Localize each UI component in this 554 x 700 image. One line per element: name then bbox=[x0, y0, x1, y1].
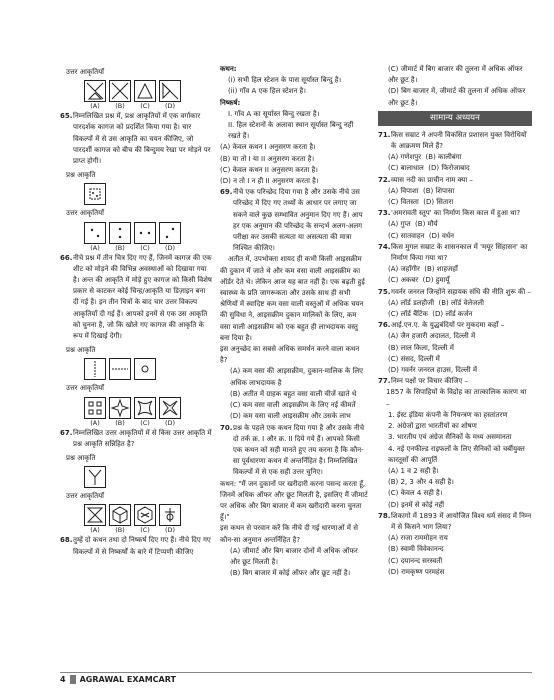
figure-d bbox=[159, 80, 181, 102]
option: (A) विपाशा (B) शिपासा bbox=[388, 186, 455, 195]
question-65: 65. निम्नलिखित प्रश्न में, प्रश्न आकृतियों में एक वर्गाकार पारदर्शक कागज को प्रदर्शित किया गया है। चार विकल्पों में से उस आकृति का चयन कीजिए, जो पारदर्शी कागज को बीच की बिन्दुमय रेखा पर मोड़ने पर प्राप्त होगी। bbox=[60, 112, 211, 166]
conclusions-heading: निष्कर्ष: bbox=[220, 98, 241, 107]
question-78: 78. शिकागो में 1893 में आयोजित विश्व धर्म संसद में निम्न में से किसने भाग लिया? bbox=[378, 511, 532, 531]
answer-figures-label: उत्तर आकृतियाँ bbox=[66, 68, 104, 76]
question-75: 75. गवर्नर जनरल जिन्होंने सहायक संधि की नीति शुरू की – bbox=[378, 287, 531, 296]
question-72: 72. व्यास नदी का प्राचीन नाम क्या – bbox=[378, 175, 473, 184]
option: (C) सातवाहन (D) वर्धन bbox=[388, 231, 455, 240]
option: (A) गुप्त (B) मौर्य bbox=[388, 220, 438, 229]
option: (A) केवल कथन I अनुसरण करता है। bbox=[220, 143, 316, 152]
question-73: 73. 'अमरावती स्तूप' का निर्माण किस काल में हुआ था? bbox=[378, 209, 521, 218]
section-title: सामान्य अध्ययन bbox=[378, 111, 532, 126]
figure-b bbox=[109, 504, 131, 526]
list-item: 1. ईस्ट इंडिया कंपनी के नियन्त्रण का हस्तांतरण bbox=[388, 410, 508, 419]
option: (D) रामकृष्ण परमहंस bbox=[388, 567, 445, 576]
option: (C) केवल 4 सही है। bbox=[388, 489, 443, 498]
option: (A) कम वसा की आइसक्रीम, दुकान-मालिक के लिए अधिक लाभदायक है bbox=[230, 367, 363, 387]
statement-1: (i) सभी हिल स्टेशन के पास सूर्यास्त बिन्दु है। bbox=[228, 76, 342, 85]
q65-answer-figures bbox=[84, 222, 212, 244]
answer-figures-label: उत्तर आकृतियाँ bbox=[66, 492, 104, 501]
q69-passage: अतीत में, उपभोक्ता शायद ही कभी किसी आइसक्रीम की दुकान में जाते थे और कम वसा वाली आइसक्रीम का ऑर्डर देते थे। लेकिन आज यह बात नहीं है। एक बढ़ती हुई स्वास्थ्य के प्रति जागरूकता और उसके साथ ही सभी श्रेणियों में स्वादिष्ट कम वसा वाली वस्तुओं में अधिक चयन की सुविधा ने, आइसक्रीम दुकान मालिकों के लिए, कम वसा वाली आइसक्रीम को एक बहुत ही लाभदायक वस्तु बना दिया है। bbox=[220, 255, 365, 342]
list-item: 3. भारतीय एवं अंग्रेज सैनिकों के मध्य असमानता bbox=[388, 433, 512, 442]
option: (C) संसद, दिल्ली में bbox=[388, 354, 440, 363]
figure-d bbox=[159, 222, 181, 244]
option: (C) कम वसा वाली आइसक्रीम के लिए नई कीमतें bbox=[230, 401, 356, 410]
option: (A) लॉर्ड डलहौजी (B) लॉर्ड वेलेजली bbox=[388, 298, 484, 307]
option: (A) गणेशपुर (B) कालीबंगा bbox=[388, 153, 462, 162]
figure-a bbox=[84, 80, 106, 102]
question-74: 74. किस मुगल सम्राट के शासनकाल में 'मयूर सिंहासन' का निर्माण किया गया था? bbox=[378, 242, 528, 263]
figure-b bbox=[109, 80, 131, 102]
page-footer bbox=[60, 672, 532, 687]
question-76: 76. आई.एन.ए. के युद्धबंदियों पर मुकदमा कहाँ – bbox=[378, 321, 505, 330]
figure-q bbox=[84, 466, 106, 488]
option: (C) केवल कथन II अनुसरण करता है। bbox=[220, 165, 318, 174]
divider-bar bbox=[70, 675, 76, 684]
list-item: 2. अंग्रेजों द्वारा भारतीयों का शोषण bbox=[388, 422, 477, 431]
figure-q2 bbox=[109, 358, 131, 380]
figure-c bbox=[134, 80, 156, 102]
option: (D) कम वसा वाली आइसक्रीम और उसके लाभ bbox=[230, 412, 351, 421]
option: (D) न तो I न ही II अनुसरण करता है। bbox=[220, 177, 319, 186]
conclusion-1: I. गाँव A का सूर्यास्त बिन्दु रखता है। bbox=[228, 109, 320, 118]
question-figure-label: प्रश्न आकृति bbox=[66, 346, 96, 355]
q69-question: इस अनुच्छेद का सबसे अधिक समर्थन करने वाला कथन है? bbox=[220, 345, 360, 365]
option: (A) 1 व 2 सही है। bbox=[388, 466, 439, 475]
option: (C) वितस्ता (D) सितारा bbox=[388, 198, 454, 207]
option-letters: (A) (B) (C) (D) bbox=[90, 526, 176, 535]
option: (A) जीमार्ट और बिग बाजार दोनों में अधिक ऑफर और छूट मिलती है। bbox=[230, 546, 358, 566]
question-figure-label: प्रश्न आकृति bbox=[66, 171, 96, 180]
question-figure-label: प्रश्न आकृति bbox=[66, 454, 96, 463]
option: (C) बालाधाल (D) फिरोजाबाद bbox=[388, 164, 470, 173]
answer-figures-label: उत्तर आकृतियाँ bbox=[66, 384, 104, 393]
option: (D) इनमें से कोई नहीं bbox=[388, 500, 445, 509]
answer-figures-label: उत्तर आकृतियाँ bbox=[66, 209, 104, 218]
figure-b bbox=[109, 397, 131, 419]
option: (B) या तो I या II अनुसरण करता है। bbox=[220, 154, 315, 163]
page-number: 4 bbox=[60, 675, 66, 684]
figure-c bbox=[134, 397, 156, 419]
q67-question-figure bbox=[84, 466, 212, 488]
option: (B) बिग बाजार में कोई ऑफर और छूट नहीं है। bbox=[230, 569, 351, 578]
option: (C) दयानन्द सरस्वती bbox=[388, 556, 443, 565]
question-77: 77. निम्न पक्षों पर विचार कीजिए – bbox=[378, 377, 469, 386]
option: (C) अकबर (D) हुमायूँ bbox=[388, 276, 450, 285]
q67-answer-figures bbox=[84, 504, 212, 526]
column-3 bbox=[378, 64, 532, 578]
question-69: 69. नीचे एक परिच्छेद दिया गया है और उसके नीचे उस परिच्छेद में दिए गए तथ्यों के आधार पर लगाए जा सकने वाले कुछ सम्भावित अनुमान दिए गए हैं। आप हर एक अनुमान की परिच्छेद के सन्दर्भ अलग-अलग परीक्षा कर उसकी सत्यता या असत्यता की मात्रा निश्चित कीजिए। bbox=[220, 188, 363, 253]
column-1 bbox=[60, 64, 212, 558]
figure-d bbox=[159, 504, 181, 526]
column-2 bbox=[220, 64, 368, 579]
option: (A) राजा राममोहन राय bbox=[388, 534, 448, 543]
figure-q bbox=[84, 183, 106, 205]
option: (B) स्वामी विवेकानन्द bbox=[388, 545, 444, 554]
figure-a bbox=[84, 397, 106, 419]
brand-logo: AGRAWAL EXAMCART bbox=[79, 675, 176, 684]
option-letters: (A) (B) (C) (D) bbox=[90, 243, 176, 252]
list-item: 4. नई एनफील्ड राइफलों के लिए सैनिकों को चर्बीयुक्त कारतूसों की आपूर्ति bbox=[388, 444, 525, 464]
option: (B) 2, 3 और 4 सही है। bbox=[388, 478, 454, 487]
option-letters: (A) (B) (C) (D) bbox=[90, 418, 176, 427]
q70-statement: कथन: "मैं जन दुकानों पर खरीदारी करना पसन्द करता हूँ, जिनमें अधिक ऑफर और छूट मिलती है, इसलिए मैं जीमार्ट पर अधिक और बिग बाजार में कम खरीदारी करना चुनता हूँ।" bbox=[220, 479, 368, 522]
question-67: 67. निम्नलिखित उत्तर आकृतियों में से किस उत्तर आकृति में प्रश्न आकृति सन्निहित है? bbox=[60, 428, 212, 448]
option: (D) गवर्नर जनरल हाउस, दिल्ली में bbox=[388, 366, 478, 375]
figure-a bbox=[84, 222, 106, 244]
figure-c bbox=[134, 222, 156, 244]
question-70: 70. प्रश्न के पहले एक कथन दिया गया है और उसके नीचे दो तर्क क्र. I और क्र. II दिये गये हैं। आपको किसी एक कथन को सही मानते हुए तय करना है कि कौन-सा पूर्वधारणा कथन में अन्तर्निहित है। निम्नलिखित विकल्पों में से एक सही उत्तर चुनिए। bbox=[220, 423, 365, 477]
q64-answer-figures bbox=[84, 80, 212, 102]
figure-q3 bbox=[134, 358, 156, 380]
statement-2: (ii) गाँव A एक हिल स्टेशन है। bbox=[228, 87, 306, 96]
option-letters: (A) (B) (C) (D) bbox=[90, 102, 176, 111]
q66-answer-figures bbox=[84, 397, 212, 419]
question-66: 66. नीचे प्रश्न में तीन चित्र दिए गए हैं, जिनमें कागज की एक शीट को मोड़ने की विभिन्न अवस्थाओं को दिखाया गया है। अन्त की आकृति में मोड़े हुए कागज को किसी विशेष प्रकार से काटकर कोई चिन्ह/आकृति या डिज़ाइन बना दी गई है। इन तीन चित्रों के बाद चार उत्तर विकल्प आकृतियाँ दी गई हैं। आपको इनमें से एक उस आकृति को चुनना है, जो कि खोले गए कागज की आकृति के रूप में दिखाई देगी। bbox=[60, 253, 212, 341]
q70-question: इस कथन से परवान करें कि नीचे दी गई धारणाओं में से कौन-सा अनुमान अन्तर्निहित है? bbox=[220, 524, 358, 544]
q66-question-figures bbox=[84, 358, 212, 380]
question-71: 71. किस सम्राट ने अपनी विकसित प्रशासन युक्त विरोधियों के आक्रमण मिले हैं? bbox=[378, 130, 527, 151]
statements-heading: कथन: bbox=[220, 65, 237, 73]
option: (A) जैन हजारी अदालत, दिल्ली में bbox=[388, 332, 476, 341]
option: (B) अतीत में ग्राहक बहुत वसा वाली चीजें खाते थे bbox=[230, 389, 357, 398]
figure-a bbox=[84, 504, 106, 526]
option: (C) जीमार्ट में बिग बाजार की तुलना में अधिक ऑफर और छूट है। bbox=[388, 65, 523, 85]
figure-q1 bbox=[84, 358, 106, 380]
option: (A) जहाँगीर (B) शाहजहाँ bbox=[388, 265, 458, 274]
figure-b bbox=[109, 222, 131, 244]
option: (C) लॉर्ड बैंटिंक (D) लॉर्ड कर्जन bbox=[388, 310, 473, 319]
question-68: 68. तुम्हें दो कथन तथा दो निष्कर्ष दिए गए हैं। नीचे दिए गए विकल्पों में से निष्कर्षों के बारे में टिप्पणी कीजिए bbox=[60, 536, 211, 556]
figure-d bbox=[159, 397, 181, 419]
option: (D) बिग बाजार में, जीमार्ट की तुलना में अधिक ऑफर और छूट है। bbox=[388, 87, 526, 107]
q77-intro: 1857 के सिपाहियों के विद्रोह का तात्कालिक कारण था – bbox=[386, 388, 527, 408]
figure-c bbox=[134, 504, 156, 526]
option: (B) लाल किला, दिल्ली में bbox=[388, 343, 454, 352]
conclusion-2: II. हिल स्टेशनों के अलावा स्थान सूर्यास्त बिन्दु नहीं रखते हैं। bbox=[228, 121, 354, 141]
q65-question-figure bbox=[84, 183, 212, 205]
